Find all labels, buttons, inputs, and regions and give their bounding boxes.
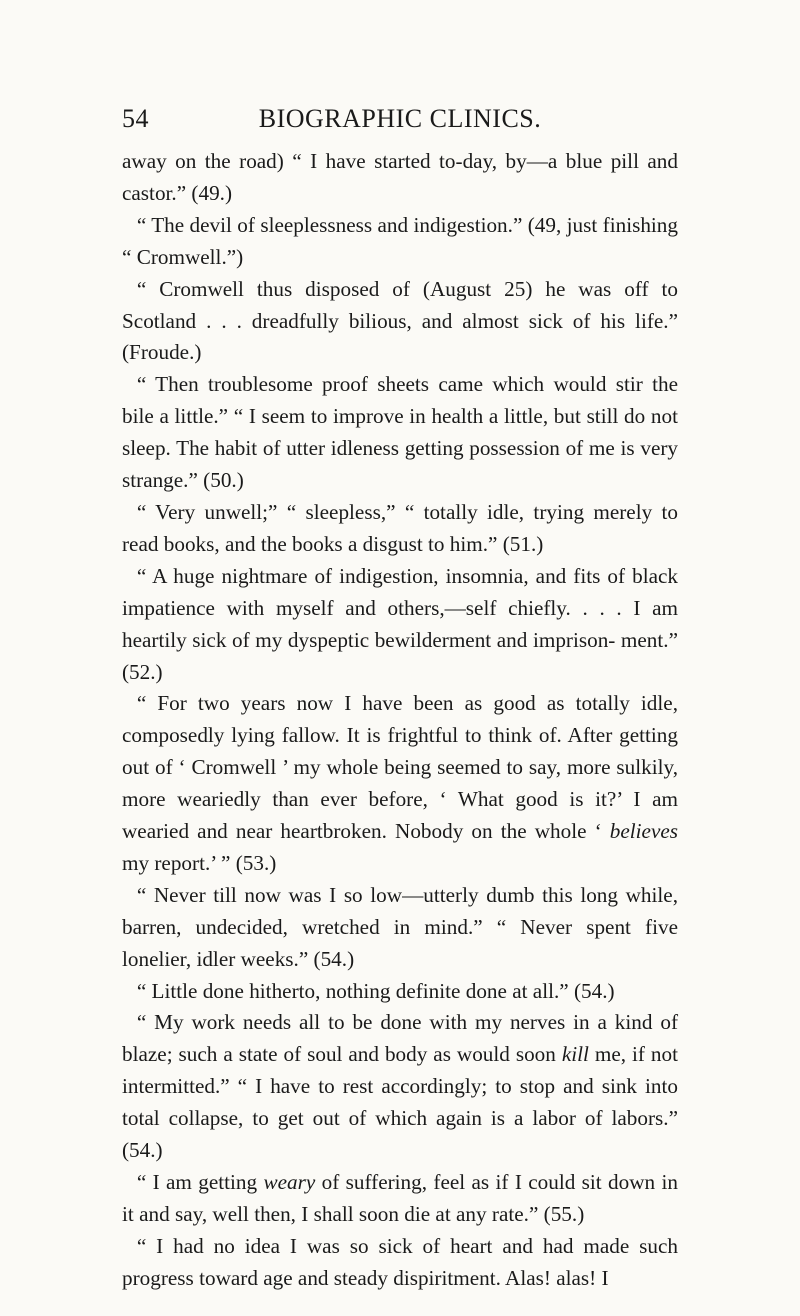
italic-text: kill — [561, 1042, 589, 1067]
paragraph — [122, 274, 678, 370]
text-run: “ Cromwell thus disposed of (August 25) he was off to Scotland . . . dreadfully bilious, and almost sick of his life.” (Froude.) — [122, 276, 678, 365]
text-run: “ My work needs all to be done with my nerves in a kind of blaze; such a state of soul and body as would soon — [122, 1010, 678, 1067]
text-run: “ I had no idea I was so sick of heart and had made such progress toward age and steady dispiritment. Alas! alas! I — [122, 1233, 678, 1290]
running-title: BIOGRAPHIC CLINICS. — [258, 104, 542, 133]
text-run: away on the road) “ I have started to-day, by—a blue pill and castor.” (49.) — [122, 149, 678, 205]
text-run: “ Never till now was I so low—utterly dumb this long while, barren, undecided, wretched in mind.” “ Never spent five lonelier, idler weeks.” (54.) — [122, 882, 678, 971]
paragraph — [122, 1167, 678, 1231]
italic-text: weary — [263, 1170, 316, 1194]
page-number: 54 — [122, 104, 149, 133]
text-run: “ Little done hitherto, nothing definite done at all.” (54.) — [136, 978, 615, 1003]
paragraph — [122, 880, 678, 976]
text-run: “ Very unwell;” “ sleepless,” “ totally idle, trying merely to read books, and the books a disgust to him.” (51.) — [122, 499, 678, 556]
paragraph — [122, 688, 678, 879]
italic-text: believes — [609, 819, 678, 844]
text-run: “ The devil of sleeplessness and indigestion.” (49, just finishing “ Cromwell.”) — [122, 212, 678, 269]
page-header — [122, 104, 678, 140]
paragraph — [122, 146, 678, 210]
paragraph — [122, 976, 678, 1008]
text-run: “ Then troublesome proof sheets came which would stir the bile a little.” “ I seem to improve in health a little, but still do not sleep. The habit of utter idleness getting possession of me is very strange.” (50.) — [122, 372, 678, 493]
body-text — [122, 146, 678, 1295]
paragraph — [122, 369, 678, 497]
paragraph — [122, 1231, 678, 1295]
text-run: “ For two years now I have been as good as totally idle, composedly lying fallow. It is frightful to think of. After getting out of ‘ Cromwell ’ my whole being seemed to say, more sulkily, more weariedly than ever before, ‘ What good is it?’ I am wearied and near heartbroken. Nobody on the whole ‘ — [122, 691, 678, 844]
text-run: my report.’ ” (53.) — [122, 850, 277, 875]
paragraph — [122, 561, 678, 689]
text-run: me, if not intermitted.” “ I have to rest accordingly; to stop and sink into total collapse, to get out of which again is a labor of labors.” (54.) — [122, 1042, 678, 1163]
text-run: “ A huge nightmare of indigestion, insomnia, and fits of black impatience with myself and others,—self chiefly. . . . I am heartily sick of my dyspeptic bewilderment and imprison- ment.” (52.) — [122, 563, 678, 684]
text-run: “ I am getting — [136, 1170, 264, 1194]
paragraph — [122, 210, 678, 274]
text-run: of suffering, feel as if I could sit down in it and say, well then, I shall soon die at any rate.” (55.) — [122, 1170, 678, 1226]
paragraph — [122, 497, 678, 561]
paragraph — [122, 1007, 678, 1167]
